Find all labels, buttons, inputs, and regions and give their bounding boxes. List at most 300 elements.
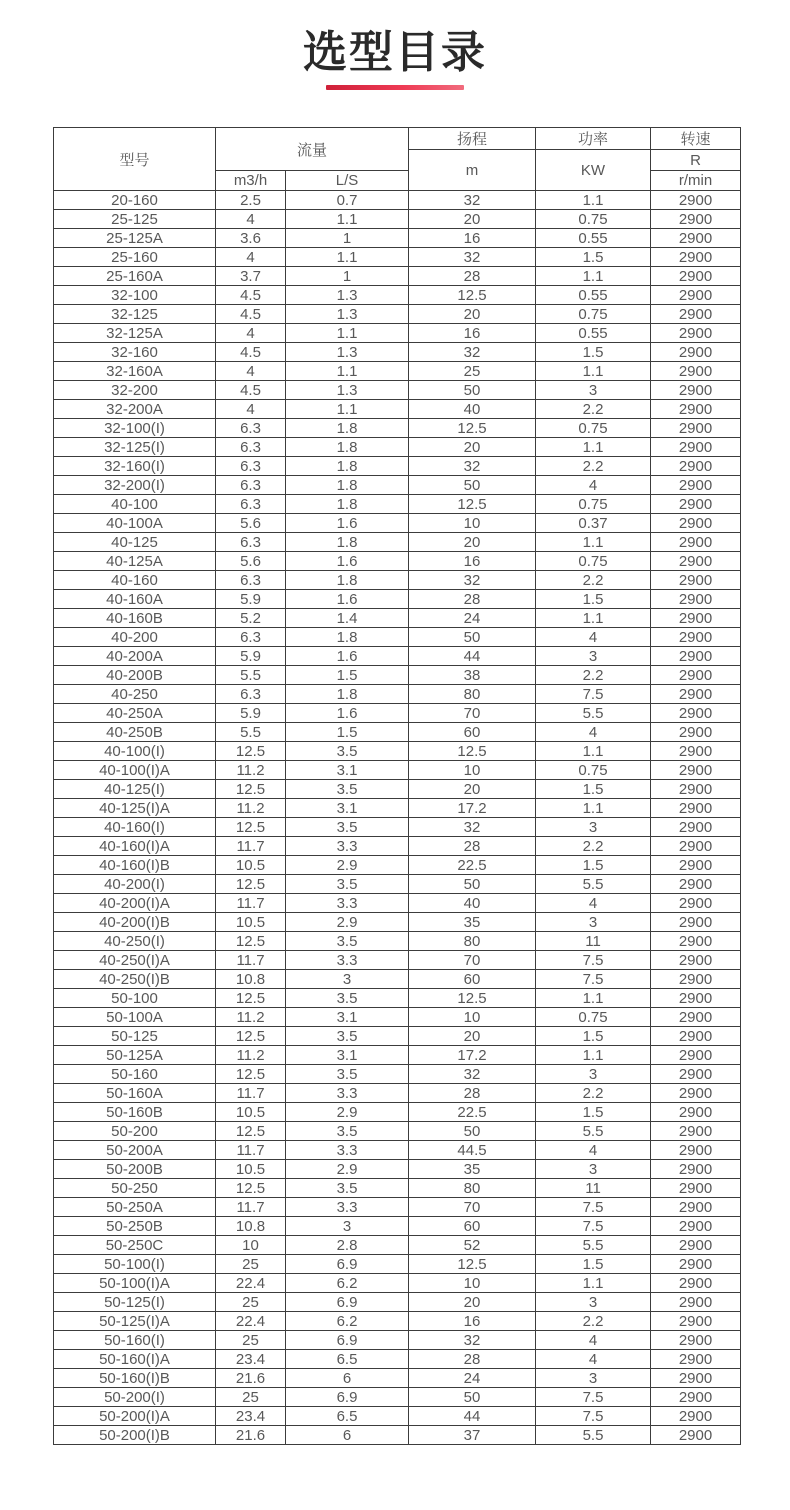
table-cell: 40-250A	[54, 704, 216, 723]
table-cell: 1.5	[536, 780, 651, 799]
table-cell: 2900	[651, 1141, 741, 1160]
table-cell: 1.1	[286, 248, 409, 267]
table-cell: 50-100A	[54, 1008, 216, 1027]
table-cell: 2900	[651, 647, 741, 666]
table-row	[54, 1046, 741, 1065]
table-cell: 4	[216, 210, 286, 229]
table-cell: 5.5	[216, 666, 286, 685]
table-row	[54, 514, 741, 533]
table-cell: 1.1	[286, 210, 409, 229]
table-cell: 32	[409, 571, 536, 590]
table-cell: 3	[536, 1369, 651, 1388]
table-cell: 2.9	[286, 1160, 409, 1179]
table-cell: 20	[409, 1027, 536, 1046]
table-cell: 40-125	[54, 533, 216, 552]
table-cell: 38	[409, 666, 536, 685]
table-row	[54, 1141, 741, 1160]
table-cell: 40-250	[54, 685, 216, 704]
table-cell: 5.6	[216, 514, 286, 533]
table-cell: 1.1	[536, 742, 651, 761]
table-cell: 32	[409, 1331, 536, 1350]
table-cell: 5.9	[216, 704, 286, 723]
table-cell: 0.75	[536, 419, 651, 438]
table-cell: 1.1	[536, 1274, 651, 1293]
table-cell: 6	[286, 1369, 409, 1388]
table-cell: 6.3	[216, 685, 286, 704]
table-row	[54, 1293, 741, 1312]
table-cell: 0.75	[536, 1008, 651, 1027]
table-cell: 2.2	[536, 666, 651, 685]
table-cell: 3	[536, 1293, 651, 1312]
table-row	[54, 590, 741, 609]
table-cell: 1.5	[536, 590, 651, 609]
table-cell: 1.3	[286, 286, 409, 305]
table-cell: 12.5	[216, 1122, 286, 1141]
table-cell: 4	[216, 248, 286, 267]
table-cell: 40-160(I)A	[54, 837, 216, 856]
table-cell: 4.5	[216, 305, 286, 324]
table-cell: 6.3	[216, 628, 286, 647]
header-head-unit: m	[409, 150, 536, 191]
table-cell: 32-125A	[54, 324, 216, 343]
table-row	[54, 1065, 741, 1084]
table-cell: 6.3	[216, 476, 286, 495]
table-cell: 1.1	[536, 533, 651, 552]
table-cell: 40-100(I)	[54, 742, 216, 761]
table-cell: 2900	[651, 989, 741, 1008]
table-cell: 70	[409, 704, 536, 723]
table-cell: 44	[409, 1407, 536, 1426]
table-row	[54, 761, 741, 780]
table-cell: 3.5	[286, 989, 409, 1008]
table-row	[54, 894, 741, 913]
table-cell: 22.4	[216, 1312, 286, 1331]
table-cell: 2900	[651, 932, 741, 951]
table-cell: 6.2	[286, 1312, 409, 1331]
table-cell: 11	[536, 1179, 651, 1198]
table-cell: 25	[216, 1255, 286, 1274]
table-cell: 2900	[651, 305, 741, 324]
table-cell: 3	[536, 913, 651, 932]
table-row	[54, 457, 741, 476]
header-head: 扬程	[409, 128, 536, 150]
table-cell: 2.9	[286, 1103, 409, 1122]
table-cell: 2900	[651, 894, 741, 913]
table-cell: 2.2	[536, 400, 651, 419]
table-row	[54, 1331, 741, 1350]
table-row	[54, 1350, 741, 1369]
table-cell: 7.5	[536, 1388, 651, 1407]
table-cell: 2900	[651, 1369, 741, 1388]
table-cell: 2900	[651, 704, 741, 723]
table-cell: 1.8	[286, 685, 409, 704]
table-cell: 2900	[651, 1350, 741, 1369]
table-cell: 50-250A	[54, 1198, 216, 1217]
table-cell: 2900	[651, 1274, 741, 1293]
table-cell: 1.5	[536, 248, 651, 267]
table-cell: 24	[409, 609, 536, 628]
table-cell: 70	[409, 951, 536, 970]
table-cell: 1.1	[536, 267, 651, 286]
table-row	[54, 1027, 741, 1046]
table-cell: 4	[536, 894, 651, 913]
table-cell: 0.55	[536, 324, 651, 343]
table-cell: 1.5	[536, 1027, 651, 1046]
table-cell: 2900	[651, 666, 741, 685]
table-cell: 6.3	[216, 438, 286, 457]
table-row	[54, 476, 741, 495]
table-cell: 50-200	[54, 1122, 216, 1141]
table-row	[54, 1179, 741, 1198]
table-cell: 12.5	[216, 742, 286, 761]
table-row	[54, 932, 741, 951]
table-row	[54, 1122, 741, 1141]
table-cell: 44.5	[409, 1141, 536, 1160]
table-cell: 6.2	[286, 1274, 409, 1293]
table-row	[54, 362, 741, 381]
table-cell: 50-200(I)A	[54, 1407, 216, 1426]
table-cell: 6.3	[216, 495, 286, 514]
table-row	[54, 1008, 741, 1027]
table-cell: 1.6	[286, 590, 409, 609]
table-cell: 3.6	[216, 229, 286, 248]
table-cell: 2900	[651, 799, 741, 818]
table-cell: 12.5	[216, 875, 286, 894]
table-cell: 50	[409, 1122, 536, 1141]
table-cell: 32-200	[54, 381, 216, 400]
table-row	[54, 343, 741, 362]
table-cell: 50-160(I)A	[54, 1350, 216, 1369]
table-cell: 2900	[651, 533, 741, 552]
table-cell: 5.6	[216, 552, 286, 571]
table-cell: 20	[409, 1293, 536, 1312]
table-cell: 3	[536, 1160, 651, 1179]
table-cell: 2900	[651, 1065, 741, 1084]
table-row	[54, 609, 741, 628]
table-cell: 32	[409, 457, 536, 476]
table-row	[54, 1426, 741, 1445]
table-cell: 28	[409, 837, 536, 856]
table-cell: 11.2	[216, 1046, 286, 1065]
table-cell: 50-250	[54, 1179, 216, 1198]
table-cell: 2.2	[536, 1084, 651, 1103]
table-cell: 11.7	[216, 837, 286, 856]
table-cell: 50-160	[54, 1065, 216, 1084]
table-cell: 22.5	[409, 856, 536, 875]
table-row	[54, 400, 741, 419]
table-cell: 1.5	[536, 856, 651, 875]
table-cell: 52	[409, 1236, 536, 1255]
table-cell: 20	[409, 210, 536, 229]
table-cell: 3.3	[286, 894, 409, 913]
table-cell: 32	[409, 248, 536, 267]
table-cell: 6.5	[286, 1350, 409, 1369]
table-cell: 17.2	[409, 799, 536, 818]
table-cell: 50-200(I)B	[54, 1426, 216, 1445]
table-cell: 2900	[651, 1084, 741, 1103]
table-row	[54, 1274, 741, 1293]
table-cell: 2900	[651, 1198, 741, 1217]
table-row	[54, 1255, 741, 1274]
table-header	[54, 128, 741, 191]
table-row	[54, 324, 741, 343]
table-cell: 10.5	[216, 1160, 286, 1179]
table-cell: 7.5	[536, 685, 651, 704]
table-cell: 28	[409, 590, 536, 609]
table-cell: 50	[409, 875, 536, 894]
table-row	[54, 248, 741, 267]
table-cell: 50-100(I)	[54, 1255, 216, 1274]
table-cell: 7.5	[536, 951, 651, 970]
table-cell: 0.75	[536, 210, 651, 229]
table-cell: 10.8	[216, 970, 286, 989]
table-row	[54, 1198, 741, 1217]
table-body	[54, 191, 741, 1445]
table-cell: 10.5	[216, 856, 286, 875]
table-row	[54, 267, 741, 286]
table-cell: 2900	[651, 970, 741, 989]
table-cell: 20-160	[54, 191, 216, 210]
table-cell: 3	[536, 818, 651, 837]
table-row	[54, 1407, 741, 1426]
table-cell: 2900	[651, 856, 741, 875]
table-cell: 40-250(I)A	[54, 951, 216, 970]
header-flow: 流量	[216, 128, 409, 171]
table-cell: 3	[536, 381, 651, 400]
header-flow-unit-m3h: m3/h	[216, 171, 286, 191]
title-underline-accent	[326, 85, 464, 90]
table-cell: 50-200A	[54, 1141, 216, 1160]
table-row	[54, 723, 741, 742]
table-cell: 50	[409, 628, 536, 647]
table-cell: 12.5	[409, 495, 536, 514]
table-cell: 2900	[651, 571, 741, 590]
header-row-1	[54, 128, 741, 150]
table-cell: 2900	[651, 1255, 741, 1274]
table-cell: 6.3	[216, 571, 286, 590]
table-cell: 2900	[651, 1008, 741, 1027]
table-cell: 5.5	[536, 875, 651, 894]
table-cell: 2900	[651, 1407, 741, 1426]
table-cell: 35	[409, 913, 536, 932]
table-cell: 32	[409, 343, 536, 362]
table-cell: 40-160B	[54, 609, 216, 628]
table-cell: 25	[216, 1388, 286, 1407]
table-cell: 1.1	[536, 191, 651, 210]
table-cell: 5.2	[216, 609, 286, 628]
table-row	[54, 742, 741, 761]
table-cell: 70	[409, 1198, 536, 1217]
table-cell: 2900	[651, 723, 741, 742]
table-row	[54, 685, 741, 704]
table-cell: 2900	[651, 818, 741, 837]
table-row	[54, 970, 741, 989]
table-cell: 50	[409, 1388, 536, 1407]
table-cell: 3	[286, 970, 409, 989]
table-cell: 40-100A	[54, 514, 216, 533]
table-cell: 11	[536, 932, 651, 951]
table-cell: 11.7	[216, 894, 286, 913]
table-cell: 6.5	[286, 1407, 409, 1426]
header-speed-unit-r: R	[651, 150, 741, 171]
table-cell: 3.5	[286, 1027, 409, 1046]
table-cell: 32-160(I)	[54, 457, 216, 476]
table-cell: 4	[536, 723, 651, 742]
table-cell: 2900	[651, 590, 741, 609]
table-cell: 2900	[651, 229, 741, 248]
table-cell: 2900	[651, 476, 741, 495]
table-cell: 3.1	[286, 799, 409, 818]
table-cell: 50	[409, 381, 536, 400]
table-cell: 4	[536, 628, 651, 647]
table-cell: 12.5	[409, 1255, 536, 1274]
table-row	[54, 666, 741, 685]
table-cell: 50-250B	[54, 1217, 216, 1236]
table-cell: 1.1	[536, 799, 651, 818]
table-cell: 10.8	[216, 1217, 286, 1236]
table-cell: 4	[216, 324, 286, 343]
table-cell: 50-160(I)	[54, 1331, 216, 1350]
table-cell: 2.2	[536, 837, 651, 856]
table-cell: 17.2	[409, 1046, 536, 1065]
table-row	[54, 628, 741, 647]
table-cell: 28	[409, 1350, 536, 1369]
table-cell: 2900	[651, 1046, 741, 1065]
table-cell: 60	[409, 1217, 536, 1236]
table-cell: 44	[409, 647, 536, 666]
table-cell: 11.7	[216, 1141, 286, 1160]
table-cell: 2.9	[286, 856, 409, 875]
table-cell: 6.9	[286, 1388, 409, 1407]
table-cell: 2900	[651, 267, 741, 286]
table-cell: 4	[536, 1141, 651, 1160]
table-cell: 1.6	[286, 704, 409, 723]
table-row	[54, 1084, 741, 1103]
table-row	[54, 571, 741, 590]
table-cell: 1.1	[536, 438, 651, 457]
table-cell: 5.9	[216, 647, 286, 666]
table-cell: 25	[409, 362, 536, 381]
table-row	[54, 381, 741, 400]
table-cell: 10	[216, 1236, 286, 1255]
header-power: 功率	[536, 128, 651, 150]
table-cell: 1.8	[286, 438, 409, 457]
table-cell: 16	[409, 229, 536, 248]
table-cell: 0.37	[536, 514, 651, 533]
table-cell: 2900	[651, 1122, 741, 1141]
table-cell: 20	[409, 780, 536, 799]
table-cell: 2900	[651, 1293, 741, 1312]
table-cell: 2.2	[536, 1312, 651, 1331]
table-cell: 3.3	[286, 1198, 409, 1217]
table-cell: 5.5	[536, 1426, 651, 1445]
table-row	[54, 286, 741, 305]
table-cell: 1.5	[536, 343, 651, 362]
table-cell: 28	[409, 267, 536, 286]
table-cell: 2900	[651, 362, 741, 381]
table-cell: 2900	[651, 780, 741, 799]
table-cell: 0.55	[536, 286, 651, 305]
table-cell: 1.8	[286, 495, 409, 514]
table-cell: 32	[409, 191, 536, 210]
table-cell: 3.5	[286, 818, 409, 837]
table-cell: 2.2	[536, 571, 651, 590]
table-cell: 12.5	[216, 1065, 286, 1084]
pump-selection-table	[53, 127, 741, 1445]
table-cell: 1.3	[286, 381, 409, 400]
table-cell: 0.75	[536, 552, 651, 571]
table-cell: 32	[409, 818, 536, 837]
table-cell: 50-160A	[54, 1084, 216, 1103]
table-cell: 50	[409, 476, 536, 495]
table-cell: 6.9	[286, 1255, 409, 1274]
table-cell: 3.5	[286, 742, 409, 761]
table-cell: 12.5	[216, 818, 286, 837]
table-cell: 1.8	[286, 476, 409, 495]
table-cell: 23.4	[216, 1407, 286, 1426]
table-cell: 2900	[651, 514, 741, 533]
table-cell: 40-160(I)	[54, 818, 216, 837]
table-cell: 3.3	[286, 951, 409, 970]
table-cell: 40-200A	[54, 647, 216, 666]
table-cell: 2.5	[216, 191, 286, 210]
table-row	[54, 951, 741, 970]
table-cell: 0.75	[536, 305, 651, 324]
table-cell: 32-100(I)	[54, 419, 216, 438]
table-cell: 7.5	[536, 1407, 651, 1426]
table-cell: 2900	[651, 1027, 741, 1046]
table-cell: 2900	[651, 685, 741, 704]
table-cell: 1.6	[286, 514, 409, 533]
table-cell: 2900	[651, 1236, 741, 1255]
header-flow-unit-ls: L/S	[286, 171, 409, 191]
table-cell: 10	[409, 514, 536, 533]
page-title: 选型目录	[303, 28, 487, 77]
table-cell: 2900	[651, 286, 741, 305]
table-cell: 50-125	[54, 1027, 216, 1046]
table-cell: 40-250B	[54, 723, 216, 742]
table-cell: 1.4	[286, 609, 409, 628]
table-cell: 1.1	[536, 362, 651, 381]
table-cell: 2900	[651, 419, 741, 438]
table-cell: 1.1	[286, 324, 409, 343]
table-cell: 2900	[651, 438, 741, 457]
table-row	[54, 533, 741, 552]
table-cell: 25-125	[54, 210, 216, 229]
table-cell: 2900	[651, 1103, 741, 1122]
table-cell: 3.1	[286, 1008, 409, 1027]
table-cell: 32-160A	[54, 362, 216, 381]
table-cell: 2900	[651, 495, 741, 514]
table-row	[54, 1160, 741, 1179]
table-cell: 40-200(I)	[54, 875, 216, 894]
table-cell: 40-125(I)A	[54, 799, 216, 818]
table-cell: 25-160A	[54, 267, 216, 286]
table-cell: 50-100(I)A	[54, 1274, 216, 1293]
table-cell: 6.9	[286, 1293, 409, 1312]
table-cell: 32-100	[54, 286, 216, 305]
table-cell: 32-125(I)	[54, 438, 216, 457]
table-row	[54, 552, 741, 571]
table-cell: 2900	[651, 761, 741, 780]
table-row	[54, 780, 741, 799]
table-cell: 4	[216, 400, 286, 419]
table-cell: 2900	[651, 875, 741, 894]
table-cell: 7.5	[536, 1217, 651, 1236]
table-cell: 4.5	[216, 286, 286, 305]
table-cell: 20	[409, 438, 536, 457]
table-cell: 2900	[651, 1426, 741, 1445]
